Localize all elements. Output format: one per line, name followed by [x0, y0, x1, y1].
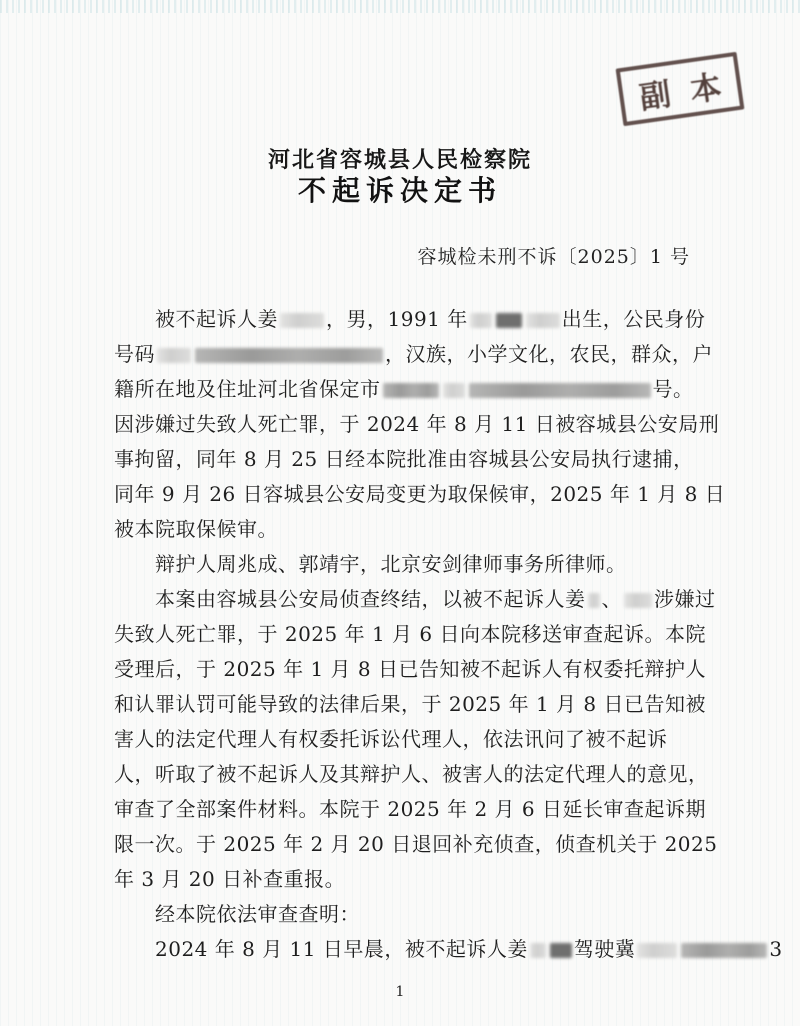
text-run: 被本院取保候审。 — [114, 517, 278, 541]
document-line — [114, 722, 720, 757]
text-run: 因涉嫌过失致人死亡罪，于 2024 年 8 月 11 日被容城县公安局刑 — [114, 412, 720, 436]
document-line — [114, 512, 720, 547]
document-line — [114, 862, 720, 897]
document-body — [114, 302, 783, 967]
redaction-block — [280, 313, 324, 328]
redaction-block — [157, 348, 191, 363]
redaction-block — [637, 943, 677, 958]
copy-stamp — [616, 52, 745, 126]
text-run: 辩护人周兆成、郭靖宇，北京安剑律师事务所律师。 — [155, 552, 627, 576]
document-line — [114, 302, 720, 337]
document-line — [114, 687, 720, 722]
document-line — [114, 932, 783, 967]
document-number: 容城检未刑不诉〔2025〕1 号 — [417, 246, 690, 268]
text-run: 人，听取了被不起诉人及其辩护人、被害人的法定代理人的意见， — [114, 762, 709, 786]
document-line — [114, 792, 720, 827]
text-run: 籍所在地及住址河北省保定市 — [114, 377, 381, 401]
text-run: 事拘留，同年 8 月 25 日经本院批准由容城县公安局执行逮捕， — [114, 447, 694, 471]
redaction-block — [443, 383, 465, 398]
text-run: 审查了全部案件材料。本院于 2025 年 2 月 6 日延长审查起诉期 — [114, 797, 706, 821]
text-run: 3 — [769, 937, 783, 961]
redaction-block — [550, 943, 572, 958]
text-run: 出生，公民身份 — [561, 307, 706, 331]
redaction-block — [383, 383, 439, 398]
document-line — [114, 582, 720, 617]
redaction-block — [588, 593, 600, 608]
text-run: 驾驶冀 — [573, 937, 636, 961]
text-run: 号码 — [114, 342, 155, 366]
text-run: 涉嫌过 — [654, 587, 716, 611]
scan-artifact-band — [0, 0, 800, 13]
redaction-block — [526, 313, 560, 328]
text-run: 限一次。于 2025 年 2 月 20 日退回补充侦查，侦查机关于 2025 — [114, 832, 718, 856]
redaction-block — [469, 383, 651, 398]
text-run: ，汉族，小学文化，农民，群众，户 — [385, 342, 713, 366]
text-run: 受理后，于 2025 年 1 月 8 日已告知被不起诉人有权委托辩护人 — [114, 657, 706, 681]
document-line — [114, 337, 720, 372]
redaction-block — [681, 943, 767, 958]
text-run: ，男，1991 年 — [326, 307, 468, 331]
redaction-block — [624, 593, 652, 608]
text-run: 号。 — [652, 377, 694, 401]
redaction-block — [530, 943, 546, 958]
text-run: 年 3 月 20 日补查重报。 — [114, 867, 346, 891]
document-line — [114, 442, 720, 477]
issuing-organization: 河北省容城县人民检察院 — [267, 147, 532, 173]
document-line — [114, 617, 720, 652]
document-line — [114, 372, 720, 407]
text-run: 、 — [601, 587, 622, 611]
page-number: 1 — [395, 984, 405, 1000]
text-run: 害人的法定代理人有权委托诉讼代理人，依法讯问了被不起诉 — [114, 727, 668, 751]
document-line — [114, 897, 720, 932]
document-line — [114, 757, 720, 792]
redaction-block — [470, 313, 492, 328]
text-run: 和认罪认罚可能导致的法律后果，于 2025 年 1 月 8 日已告知被 — [114, 692, 706, 716]
text-run: 同年 9 月 26 日容城县公安局变更为取保候审，2025 年 1 月 8 日 — [114, 482, 726, 506]
document-line — [114, 827, 720, 862]
copy-stamp-label: 副本 — [637, 66, 744, 116]
document-line — [114, 477, 726, 512]
text-run: 失致人死亡罪，于 2025 年 1 月 6 日向本院移送审查起诉。本院 — [114, 622, 706, 646]
document-line — [114, 547, 720, 582]
redaction-block — [496, 313, 522, 328]
document-title: 不起诉决定书 — [297, 174, 502, 207]
document-line — [114, 652, 720, 687]
text-run: 经本院依法审查查明： — [155, 902, 360, 926]
text-run: 本案由容城县公安局侦查终结，以被不起诉人姜 — [155, 587, 586, 611]
document-line — [114, 407, 720, 442]
text-run: 被不起诉人姜 — [155, 307, 278, 331]
redaction-block — [195, 348, 383, 363]
text-run: 2024 年 8 月 11 日早晨，被不起诉人姜 — [155, 937, 528, 961]
